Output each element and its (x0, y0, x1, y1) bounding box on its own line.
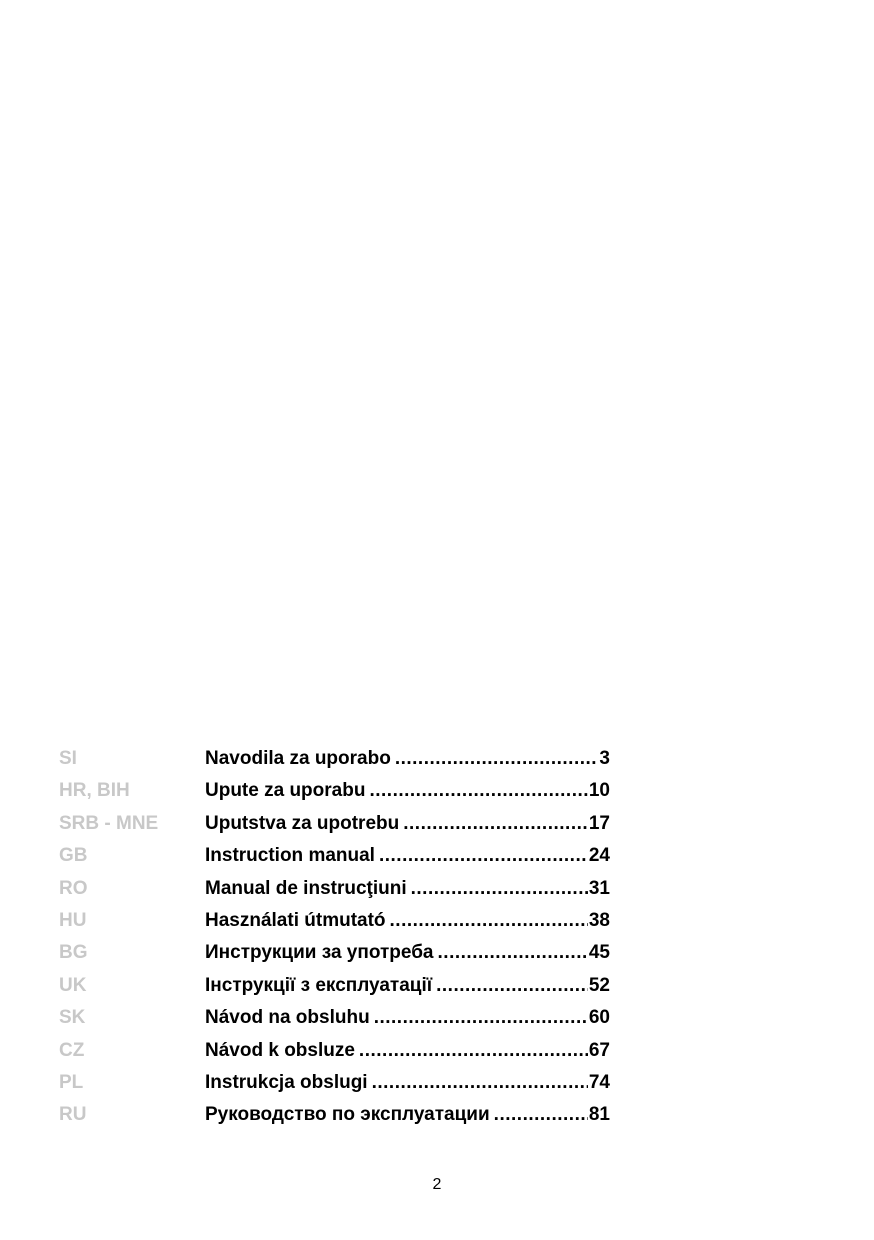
toc-title: Инструкции за употреба (205, 942, 434, 964)
dot-leader (436, 970, 588, 1002)
dot-leader (395, 743, 599, 775)
toc-row-ru (59, 1099, 619, 1131)
toc-title: Upute za uporabu (205, 780, 366, 802)
toc-page: 31 (588, 877, 610, 899)
toc-row-cz (59, 1035, 619, 1067)
dot-leader (390, 905, 588, 937)
toc-row-bg (59, 937, 619, 969)
language-code: SI (59, 748, 77, 769)
language-code: HU (59, 909, 87, 931)
toc-entry (205, 808, 610, 840)
toc-entry (205, 743, 610, 775)
toc-entry (205, 1035, 610, 1067)
toc-entry (205, 1002, 610, 1034)
toc-row-si (59, 743, 619, 775)
toc-page: 74 (588, 1071, 610, 1093)
toc-title: Manual de instrucţiuni (205, 877, 407, 899)
toc-entry (205, 1067, 610, 1099)
toc-title: Instruction manual (205, 845, 375, 867)
toc-page: 24 (588, 845, 610, 867)
toc-entry (205, 937, 610, 969)
language-code: HR, BIH (59, 780, 130, 802)
toc-page: 10 (588, 780, 610, 802)
toc-page: 38 (588, 909, 610, 931)
toc-row-pl (59, 1067, 619, 1099)
toc-title: Uputstva za upotrebu (205, 812, 400, 834)
toc-page: 45 (588, 942, 610, 964)
toc-entry (205, 775, 610, 807)
language-code: RU (59, 1104, 87, 1126)
language-code: PL (59, 1071, 84, 1093)
toc-page: 81 (588, 1104, 610, 1126)
toc-row-sk (59, 1002, 619, 1034)
toc-page: 17 (588, 812, 610, 834)
toc-title: Használati útmutató (205, 909, 386, 931)
language-code: SRB - MNE (59, 812, 159, 834)
toc-title: Інструкції з експлуатації (205, 974, 433, 996)
dot-leader (372, 1067, 588, 1099)
language-code: UK (59, 974, 87, 996)
toc-title: Návod na obsluhu (205, 1007, 370, 1029)
dot-leader (374, 1002, 588, 1034)
language-code: RO (59, 877, 88, 899)
toc-entry (205, 1099, 610, 1131)
toc-page: 52 (588, 974, 610, 996)
dot-leader (438, 937, 588, 969)
dot-leader (494, 1099, 588, 1131)
toc-title: Instrukcja obslugi (205, 1071, 368, 1093)
language-code: BG (59, 942, 88, 964)
toc-row-hu (59, 905, 619, 937)
table-of-contents (59, 743, 619, 1132)
toc-entry (205, 873, 610, 905)
dot-leader (403, 808, 588, 840)
toc-title: Руководство по эксплуатации (205, 1104, 490, 1126)
toc-entry (205, 905, 610, 937)
toc-row-ro (59, 873, 619, 905)
toc-row-hr-bih (59, 775, 619, 807)
dot-leader (411, 873, 588, 905)
language-code: SK (59, 1007, 86, 1029)
toc-row-uk (59, 970, 619, 1002)
page-number: 2 (432, 1176, 442, 1193)
toc-title: Navodila za uporabo (205, 748, 391, 769)
dot-leader (379, 840, 588, 872)
toc-entry (205, 840, 610, 872)
dot-leader (359, 1035, 588, 1067)
language-code: GB (59, 845, 88, 867)
toc-page: 60 (588, 1007, 610, 1029)
toc-row-srb-mne (59, 808, 619, 840)
toc-page: 3 (599, 748, 610, 769)
language-code: CZ (59, 1039, 85, 1061)
toc-entry (205, 970, 610, 1002)
toc-row-gb (59, 840, 619, 872)
toc-title: Návod k obsluze (205, 1039, 355, 1061)
toc-page: 67 (588, 1039, 610, 1061)
dot-leader (369, 775, 587, 807)
